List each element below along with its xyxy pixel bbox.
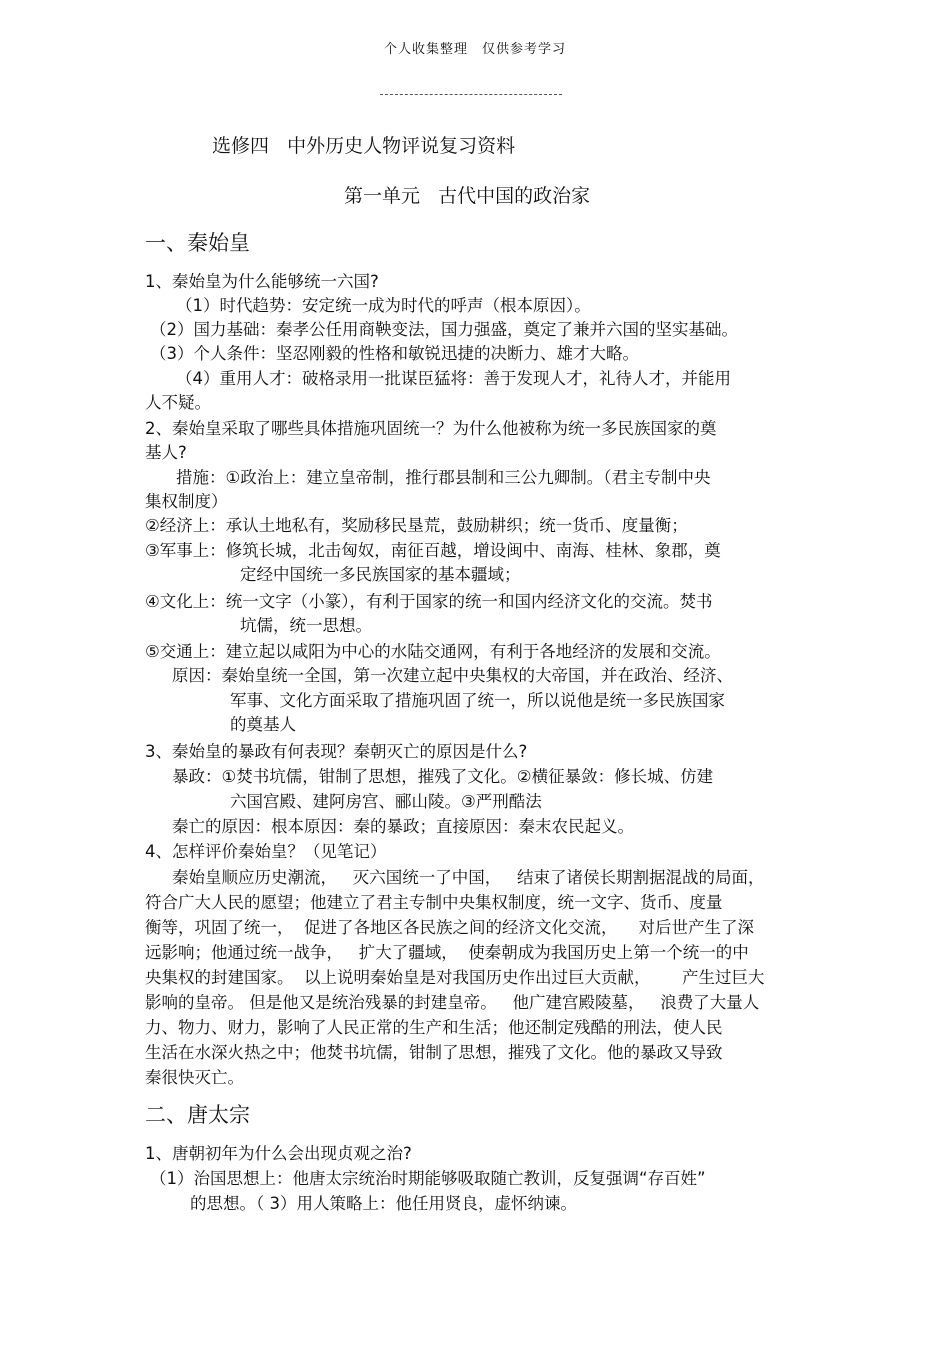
text-line: 基人? <box>145 443 187 462</box>
text-line: 央集权的封建国家。 以上说明秦始皇是对我国历史作出过巨大贡献， 产生过巨大 <box>145 968 765 987</box>
header-left-text: 个人收集整理 <box>383 42 468 57</box>
document-title: 选修四 中外历史人物评说复习资料 <box>212 135 516 157</box>
text-line: 力、物力、财力，影响了人民正常的生产和生活；他还制定残酷的刑法，使人民 <box>145 1018 723 1037</box>
question-line: 3、秦始皇的暴政有何表现？秦朝灭亡的原因是什么? <box>145 742 528 761</box>
text-line: 定经中国统一多民族国家的基本疆域； <box>240 565 521 584</box>
text-line: 秦很快灭亡。 <box>145 1068 244 1087</box>
section-heading: 二、唐太宗 <box>145 1103 250 1127</box>
text-line: （1）时代趋势：安定统一成为时代的呼声（根本原因）。 <box>176 296 591 315</box>
text-line: 衡等，巩固了统一， 促进了各地区各民族之间的经济文化交流， 对后世产生了深 <box>145 918 754 937</box>
text-line: 秦始皇顺应历史潮流， 灭六国统一了中国， 结束了诸侯长期割据混战的局面， <box>172 868 765 887</box>
text-line: 人不疑。 <box>145 393 211 412</box>
text-line: 原因：秦始皇统一全国，第一次建立起中央集权的大帝国，并在政治、经济、 <box>172 666 733 685</box>
text-line: 的奠基人 <box>230 715 296 734</box>
text-line: 生活在水深火热之中；他焚书坑儒，钳制了思想，摧残了文化。他的暴政又导致 <box>145 1043 723 1062</box>
text-line: ②经济上：承认土地私有，奖励移民垦荒，鼓励耕织；统一货币、度量衡； <box>145 516 688 535</box>
text-line: 暴政：①焚书坑儒，钳制了思想，摧残了文化。②横征暴敛：修长城、仿建 <box>172 767 714 786</box>
text-line: 军事、文化方面采取了措施巩固了统一，所以说他是统一多民族国家 <box>230 691 725 710</box>
text-line: ③军事上：修筑长城，北击匈奴，南征百越，增设闽中、南海、桂林、象郡，奠 <box>145 541 721 560</box>
header-dashed-rule <box>380 94 562 95</box>
text-line: （3）个人条件：坚忍刚毅的性格和敏锐迅捷的决断力、雄才大略。 <box>150 344 639 363</box>
text-line: 秦亡的原因：根本原因：秦的暴政；直接原因：秦末农民起义。 <box>172 817 634 836</box>
text-line: ④文化上：统一文字（小篆），有利于国家的统一和国内经济文化的交流。焚书 <box>145 592 713 611</box>
page-header <box>0 38 950 57</box>
question-line: 1、秦始皇为什么能够统一六国? <box>145 272 379 291</box>
question-line: 2、秦始皇采取了哪些具体措施巩固统一？为什么他被称为统一多民族国家的奠 <box>145 419 717 438</box>
text-line: 坑儒，统一思想。 <box>240 616 372 635</box>
text-line: 符合广大人民的愿望；他建立了君主专制中央集权制度，统一文字、货币、度量 <box>145 893 723 912</box>
text-line: ⑤交通上：建立起以咸阳为中心的水陆交通网，有利于各地经济的发展和交流。 <box>145 642 721 661</box>
question-line: 1、唐朝初年为什么会出现贞观之治? <box>145 1144 412 1163</box>
text-line: 措施：①政治上：建立皇帝制，推行郡县制和三公九卿制。（君主专制中央 <box>176 468 711 487</box>
text-line: 的思想。（ 3）用人策略上：他任用贤良，虚怀纳谏。 <box>190 1194 577 1213</box>
text-line: （2）国力基础：秦孝公任用商鞅变法，国力强盛，奠定了兼并六国的坚实基础。 <box>150 320 738 339</box>
header-right-text: 仅供参考学习 <box>482 42 567 57</box>
unit-title: 第一单元 古代中国的政治家 <box>344 185 591 207</box>
text-line: 影响的皇帝。 但是他又是统治残暴的封建皇帝。 他广建宫殿陵墓， 浪费了大量人 <box>145 993 760 1012</box>
text-line: 远影响；他通过统一战争， 扩大了疆域， 使秦朝成为我国历史上第一个统一的中 <box>145 943 749 962</box>
text-line: 六国宫殿、建阿房宫、郦山陵。③严刑酷法 <box>230 792 542 811</box>
section-heading: 一、秦始皇 <box>145 231 250 255</box>
question-line: 4、怎样评价秦始皇？（见笔记） <box>145 842 387 861</box>
text-line: （4）重用人才：破格录用一批谋臣猛将：善于发现人才，礼待人才，并能用 <box>176 369 731 388</box>
text-line: 集权制度） <box>145 492 228 511</box>
text-line: （1）治国思想上：他唐太宗统治时期能够吸取随亡教训，反复强调“存百姓” <box>150 1169 706 1188</box>
